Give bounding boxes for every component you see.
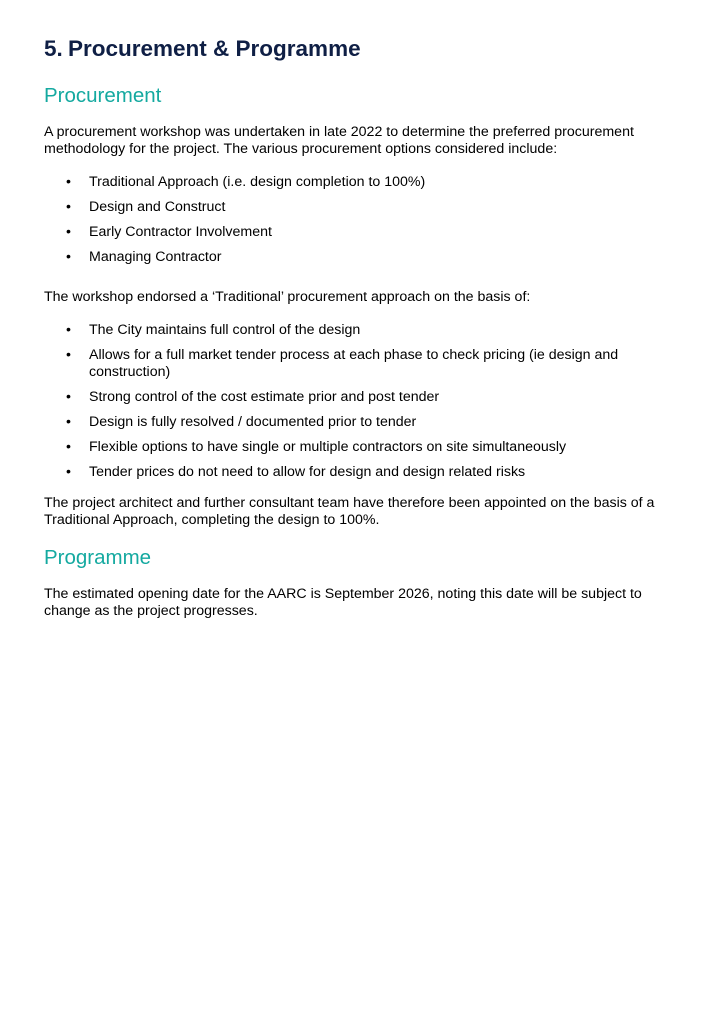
list-item bbox=[44, 322, 664, 339]
bullet-icon: • bbox=[66, 322, 71, 338]
list-item-text: The City maintains full control of the design bbox=[89, 322, 361, 338]
bullet-icon: • bbox=[66, 199, 71, 215]
bullet-icon: • bbox=[66, 174, 71, 190]
list-item bbox=[44, 174, 664, 191]
bullet-icon: • bbox=[66, 388, 71, 405]
list-item-text: Managing Contractor bbox=[89, 249, 222, 265]
list-item-text: Strong control of the cost estimate prior and post tender bbox=[89, 388, 440, 405]
programme-heading: Programme bbox=[44, 546, 152, 569]
list-item bbox=[44, 249, 664, 266]
bullet-icon: • bbox=[66, 347, 71, 363]
conclusion-paragraph: The project architect and further consultant team have therefore been appointed on the basis of a Traditional Approach, completing the design to 100%. bbox=[44, 495, 655, 528]
bullet-icon: • bbox=[66, 249, 71, 265]
list-item bbox=[44, 439, 664, 456]
endorsement-reasons-list bbox=[44, 322, 664, 489]
list-item-text: Early Contractor Involvement bbox=[89, 224, 272, 240]
list-item bbox=[44, 464, 664, 481]
section-title-text: Procurement & Programme bbox=[68, 36, 361, 61]
programme-paragraph: The estimated opening date for the AARC is September 2026, noting this date will be subject to change as the project progresses. bbox=[44, 586, 642, 619]
bullet-icon: • bbox=[66, 224, 71, 240]
list-item bbox=[44, 224, 664, 241]
list-item-text: Design and Construct bbox=[89, 199, 226, 215]
list-item-text: Traditional Approach (i.e. design completion to 100%) bbox=[89, 174, 426, 190]
list-item bbox=[44, 347, 664, 380]
procurement-options-list bbox=[44, 174, 664, 274]
endorsement-intro-paragraph: The workshop endorsed a ‘Traditional’ procurement approach on the basis of: bbox=[44, 289, 531, 305]
bullet-icon: • bbox=[66, 463, 71, 480]
list-item-text: Tender prices do not need to allow for design and design related risks bbox=[89, 463, 526, 480]
list-item bbox=[44, 199, 664, 216]
list-item bbox=[44, 414, 664, 431]
list-item-text: Design is fully resolved / documented prior to tender bbox=[89, 413, 417, 430]
list-item-text: Flexible options to have single or multiple contractors on site simultaneously bbox=[89, 438, 567, 455]
list-item-text: Allows for a full market tender process at each phase to check pricing (ie design and construction) bbox=[89, 347, 619, 380]
procurement-intro-paragraph: A procurement workshop was undertaken in late 2022 to determine the preferred procurement methodology for the project. The various procurement options considered include: bbox=[44, 124, 634, 157]
bullet-icon: • bbox=[66, 438, 71, 455]
section-title bbox=[44, 34, 361, 64]
section-number: 5. bbox=[44, 36, 63, 61]
bullet-icon: • bbox=[66, 413, 71, 430]
procurement-heading: Procurement bbox=[44, 84, 162, 107]
list-item bbox=[44, 389, 664, 406]
